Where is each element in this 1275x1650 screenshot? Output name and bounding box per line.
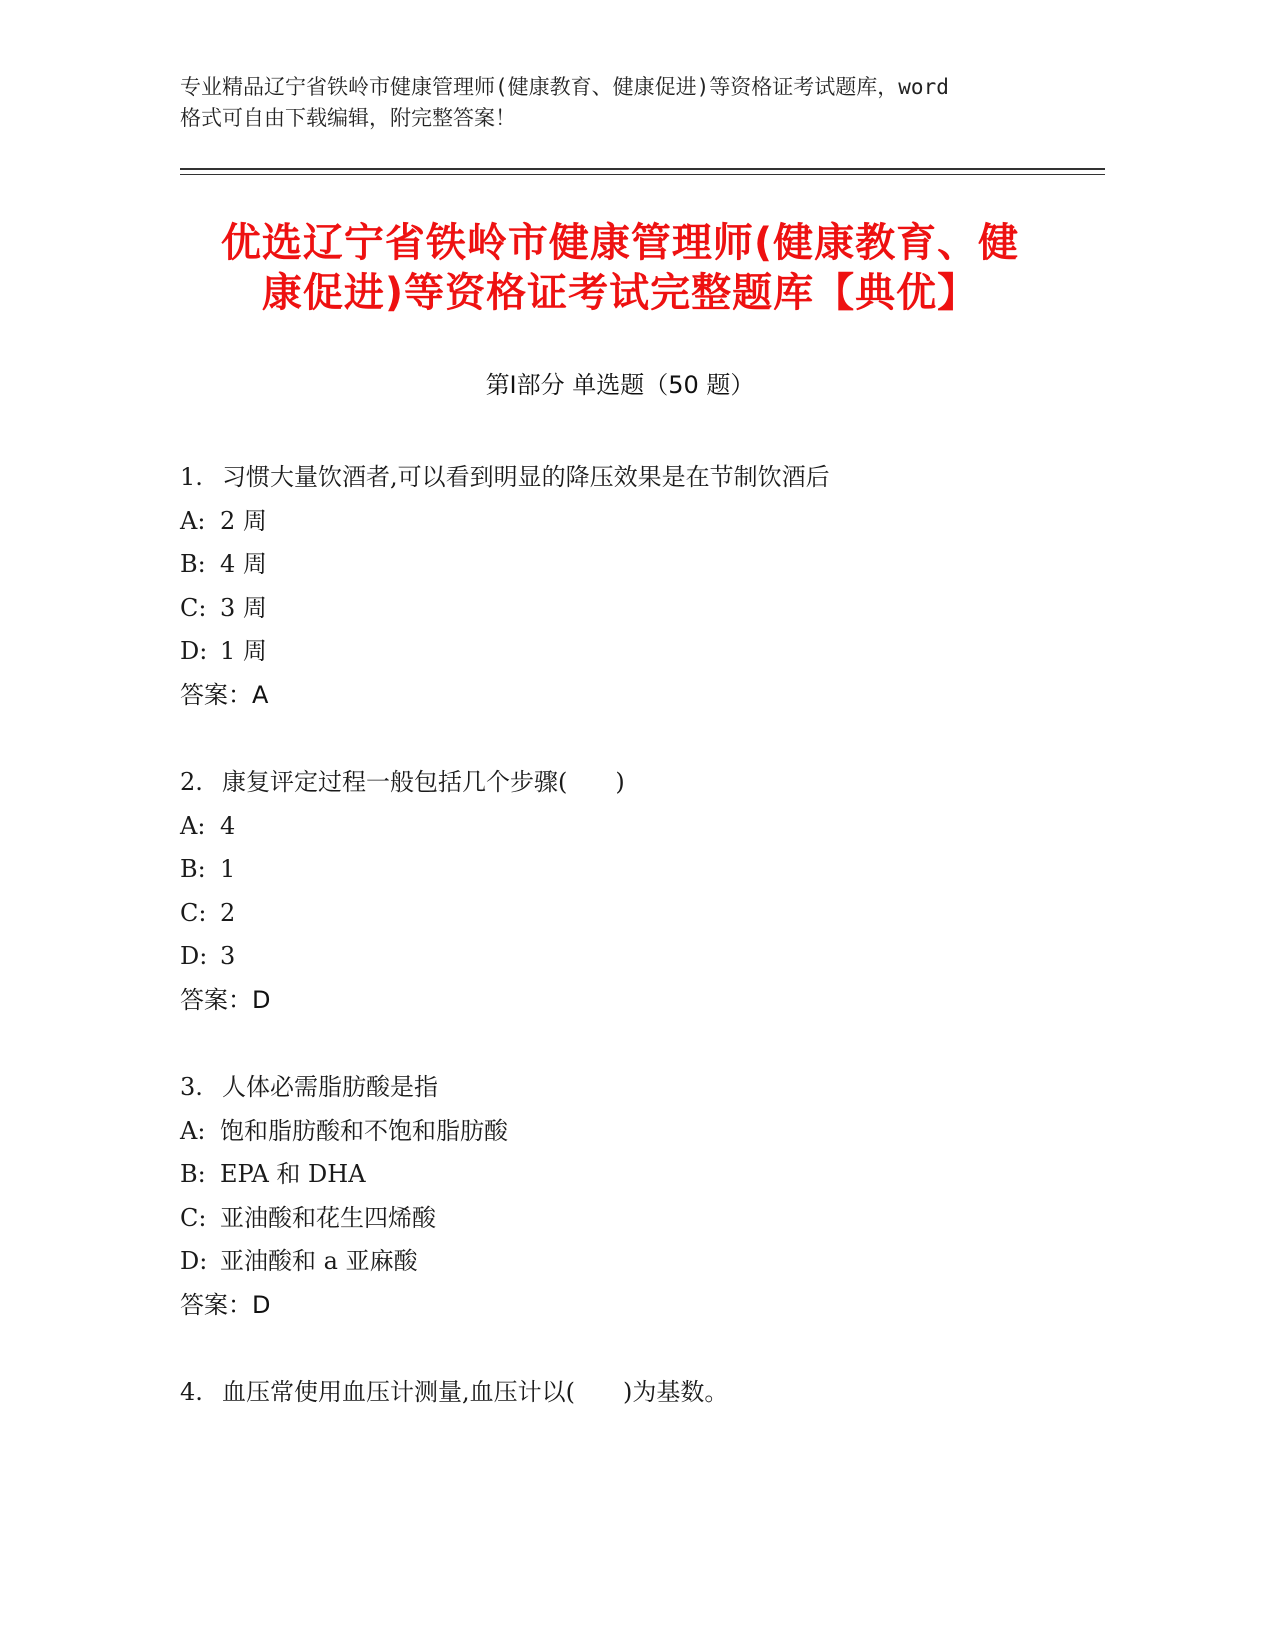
- document-title-line-1: 优选辽宁省铁岭市健康管理师(健康教育、健: [220, 220, 1020, 266]
- document-title-line-2: 康促进)等资格证考试完整题库【典优】: [261, 270, 979, 316]
- header-divider-thin: [180, 174, 1105, 175]
- option-c: [180, 587, 1080, 631]
- question-stem: [180, 1371, 1080, 1415]
- option-key: B:: [180, 855, 206, 883]
- question-item: [180, 1371, 1080, 1415]
- option-key: B:: [180, 550, 206, 578]
- answer-value: D: [252, 985, 271, 1014]
- option-d: [180, 630, 1080, 674]
- question-text: 血压常使用血压计测量,血压计以( )为基数。: [222, 1378, 729, 1406]
- option-a: [180, 500, 1080, 544]
- option-c: [180, 1197, 1080, 1241]
- question-number: 2.: [180, 768, 203, 796]
- option-key: B:: [180, 1160, 206, 1188]
- option-key: C:: [180, 1203, 207, 1232]
- header-note: [180, 72, 1060, 134]
- option-text: 3 周: [220, 593, 267, 622]
- option-key: D:: [180, 1247, 208, 1275]
- option-text: 1 周: [220, 637, 267, 665]
- option-b: [180, 543, 1080, 587]
- option-key: D:: [180, 637, 208, 665]
- question-list: [180, 456, 1080, 1459]
- option-d: [180, 1240, 1080, 1284]
- question-text: 康复评定过程一般包括几个步骤( ): [222, 768, 625, 796]
- answer-line: [180, 979, 1080, 1023]
- answer-label: 答案：: [180, 680, 252, 709]
- option-text: 饱和脂肪酸和不饱和脂肪酸: [220, 1116, 508, 1145]
- option-text: 亚油酸和花生四烯酸: [220, 1203, 436, 1232]
- question-number: 3.: [180, 1073, 203, 1101]
- option-key: A:: [180, 1116, 206, 1145]
- option-key: A:: [180, 811, 206, 840]
- option-c: [180, 892, 1080, 936]
- option-b: [180, 1153, 1080, 1197]
- option-text: EPA 和 DHA: [220, 1160, 366, 1188]
- option-text: 4: [220, 811, 236, 840]
- answer-line: [180, 1284, 1080, 1328]
- header-note-line-1: 专业精品辽宁省铁岭市健康管理师(健康教育、健康促进)等资格证考试题库，word: [180, 75, 949, 99]
- header-note-line-2: 格式可自由下载编辑，附完整答案！: [180, 106, 516, 130]
- option-text: 4 周: [220, 550, 267, 578]
- answer-label: 答案：: [180, 1290, 252, 1319]
- option-text: 亚油酸和 a 亚麻酸: [220, 1247, 418, 1275]
- document-title: [180, 218, 1060, 318]
- question-number: 4.: [180, 1378, 203, 1406]
- option-text: 1: [220, 855, 236, 883]
- answer-label: 答案：: [180, 985, 252, 1014]
- question-item: [180, 456, 1080, 717]
- question-stem: [180, 761, 1080, 805]
- option-key: A:: [180, 506, 206, 535]
- question-text: 人体必需脂肪酸是指: [222, 1073, 438, 1101]
- header-divider-thick: [180, 168, 1105, 170]
- question-stem: [180, 1066, 1080, 1110]
- option-key: C:: [180, 593, 207, 622]
- question-item: [180, 761, 1080, 1022]
- option-b: [180, 848, 1080, 892]
- option-text: 2: [220, 898, 236, 927]
- option-key: C:: [180, 898, 207, 927]
- section-title: 第Ⅰ部分 单选题（50 题）: [485, 371, 755, 399]
- option-a: [180, 805, 1080, 849]
- answer-value: D: [252, 1290, 271, 1319]
- option-d: [180, 935, 1080, 979]
- option-text: 3: [220, 942, 236, 970]
- option-text: 2 周: [220, 506, 267, 535]
- question-item: [180, 1066, 1080, 1327]
- question-number: 1.: [180, 463, 203, 491]
- option-a: [180, 1110, 1080, 1154]
- question-stem: [180, 456, 1080, 500]
- question-text: 习惯大量饮酒者,可以看到明显的降压效果是在节制饮酒后: [222, 463, 830, 491]
- answer-value: A: [252, 680, 269, 709]
- answer-line: [180, 674, 1080, 718]
- option-key: D:: [180, 942, 208, 970]
